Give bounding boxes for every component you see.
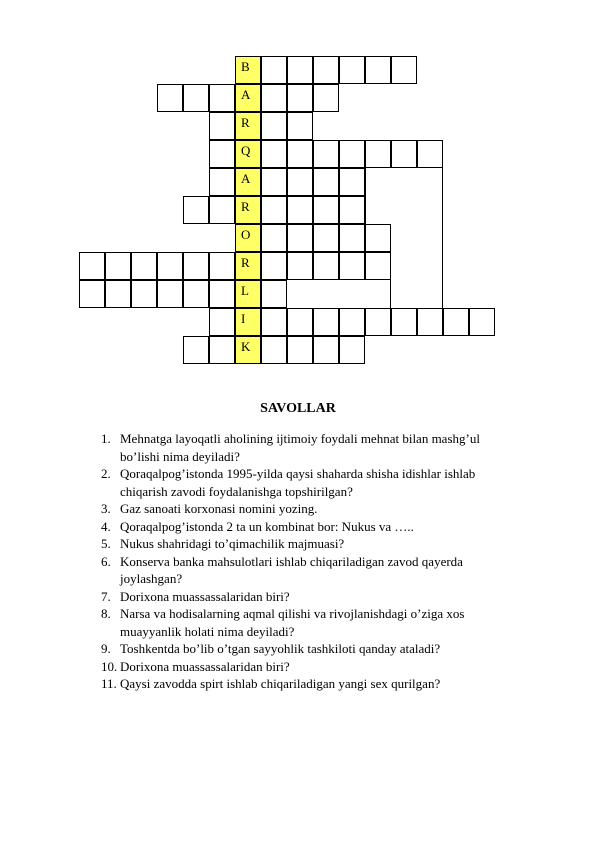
answer-cell <box>209 308 235 336</box>
question-text: Gaz sanoati korxonasi nomini yozing. <box>120 501 318 516</box>
answer-cell <box>131 280 157 308</box>
question-item <box>0 675 520 693</box>
answer-cell <box>261 168 287 196</box>
answer-cell <box>287 308 313 336</box>
question-number: 4. <box>101 518 111 534</box>
answer-cell <box>79 280 105 308</box>
grid-outline-line <box>390 224 391 308</box>
answer-cell <box>339 168 365 196</box>
question-item <box>0 518 520 536</box>
question-text: Mehnatga layoqatli aholining ijtimoiy foydali mehnat bilan mashg’ul <box>120 431 480 446</box>
answer-cell <box>287 84 313 112</box>
answer-cell <box>183 336 209 364</box>
question-text: Dorixona muassassalaridan biri? <box>120 658 290 674</box>
answer-cell <box>313 336 339 364</box>
grid-outline-line <box>365 168 366 224</box>
question-number: 9. <box>101 641 111 656</box>
answer-cell <box>339 252 365 280</box>
question-text: Nukus shahridagi to’qimachilik majmuasi? <box>120 536 345 551</box>
keyword-letter: A <box>241 87 251 102</box>
answer-cell <box>209 168 235 196</box>
answer-cell <box>391 308 417 336</box>
question-number: 11. <box>101 676 117 691</box>
question-item <box>0 640 520 658</box>
answer-cell <box>313 140 339 168</box>
answer-cell <box>287 56 313 84</box>
answer-cell <box>105 280 131 308</box>
question-number: 8. <box>101 606 111 621</box>
question-text-continued: bo’lishi nima deyiladi? <box>120 448 240 464</box>
questions-list <box>0 430 520 693</box>
answer-cell <box>313 252 339 280</box>
keyword-cell <box>235 112 261 140</box>
question-item <box>0 588 520 606</box>
keyword-letter: A <box>241 171 251 186</box>
answer-cell <box>261 224 287 252</box>
keyword-cell <box>235 140 261 168</box>
answer-cell <box>339 140 365 168</box>
answer-cell <box>261 280 287 308</box>
answer-cell <box>209 112 235 140</box>
answer-cell <box>443 308 469 336</box>
answer-cell <box>287 140 313 168</box>
answer-cell <box>365 56 391 84</box>
answer-cell <box>365 140 391 168</box>
question-text-continued: muayyanlik holati nima deyiladi? <box>120 623 295 639</box>
answer-cell <box>261 84 287 112</box>
answer-cell <box>339 56 365 84</box>
answer-cell <box>79 252 105 280</box>
answer-cell <box>365 252 391 280</box>
answer-cell <box>287 112 313 140</box>
answer-cell <box>157 84 183 112</box>
answer-cell <box>391 56 417 84</box>
answer-cell <box>313 84 339 112</box>
answer-cell <box>209 196 235 224</box>
answer-cell <box>209 280 235 308</box>
answer-cell <box>261 56 287 84</box>
question-text-continued: chiqarish zavodi foydalanishga topshirilgan? <box>120 483 353 499</box>
grid-outline-line <box>442 168 443 314</box>
answer-cell <box>261 308 287 336</box>
answer-cell <box>157 252 183 280</box>
question-item <box>0 658 520 676</box>
answer-cell <box>261 336 287 364</box>
answer-cell <box>313 308 339 336</box>
answer-cell <box>313 224 339 252</box>
question-number: 5. <box>101 536 111 551</box>
keyword-cell <box>235 336 261 364</box>
question-number: 10. <box>101 658 118 674</box>
question-number: 2. <box>101 466 111 481</box>
answer-cell <box>287 196 313 224</box>
keyword-letter: B <box>241 59 250 74</box>
answer-cell <box>131 252 157 280</box>
keyword-cell <box>235 280 261 308</box>
answer-cell <box>209 84 235 112</box>
answer-cell <box>287 168 313 196</box>
question-text: Qaysi zavodda spirt ishlab chiqariladigan yangi sex qurilgan? <box>120 676 441 691</box>
question-item <box>0 430 520 465</box>
keyword-letter: R <box>241 115 250 130</box>
question-text: Qoraqalpog’istonda 2 ta un kombinat bor: Nukus va ….. <box>120 518 414 534</box>
keyword-cell <box>235 224 261 252</box>
answer-cell <box>287 252 313 280</box>
answer-cell <box>183 84 209 112</box>
answer-cell <box>469 308 495 336</box>
question-item <box>0 465 520 500</box>
answer-cell <box>209 140 235 168</box>
keyword-cell <box>235 168 261 196</box>
question-number: 7. <box>101 588 111 604</box>
answer-cell <box>313 196 339 224</box>
keyword-letter: Q <box>241 143 251 158</box>
question-text: Dorixona muassassalaridan biri? <box>120 588 290 604</box>
answer-cell <box>391 140 417 168</box>
question-text: Qoraqalpog’istonda 1995-yilda qaysi shaharda shisha idishlar ishlab <box>120 466 476 481</box>
question-text: Narsa va hodisalarning aqmal qilishi va rivojlanishdagi o’ziga xos <box>120 606 465 621</box>
answer-cell <box>261 196 287 224</box>
question-item <box>0 605 520 640</box>
answer-cell <box>261 112 287 140</box>
keyword-letter: L <box>241 283 249 298</box>
answer-cell <box>209 252 235 280</box>
answer-cell <box>339 224 365 252</box>
answer-cell <box>287 224 313 252</box>
answer-cell <box>183 252 209 280</box>
keyword-letter: R <box>241 255 250 270</box>
crossword-grid <box>0 0 596 380</box>
answer-cell <box>417 308 443 336</box>
answer-cell <box>365 308 391 336</box>
page-title: SAVOLLAR <box>260 401 336 416</box>
question-number: 1. <box>101 431 111 446</box>
question-item <box>0 535 520 553</box>
keyword-letter: K <box>241 339 251 354</box>
keyword-letter: O <box>241 227 251 242</box>
question-text: Konserva banka mahsulotlari ishlab chiqariladigan zavod qayerda <box>120 553 463 569</box>
answer-cell <box>105 252 131 280</box>
answer-cell <box>313 56 339 84</box>
keyword-letter: I <box>241 311 246 326</box>
keyword-cell <box>235 56 261 84</box>
keyword-letter: R <box>241 199 250 214</box>
answer-cell <box>339 308 365 336</box>
keyword-cell <box>235 308 261 336</box>
answer-cell <box>365 224 391 252</box>
keyword-cell <box>235 84 261 112</box>
answer-cell <box>183 196 209 224</box>
answer-cell <box>287 336 313 364</box>
question-item <box>0 500 520 518</box>
answer-cell <box>209 336 235 364</box>
answer-cell <box>183 280 209 308</box>
answer-cell <box>339 196 365 224</box>
question-number: 6. <box>101 553 111 569</box>
answer-cell <box>261 252 287 280</box>
question-item <box>0 553 520 588</box>
answer-cell <box>261 140 287 168</box>
keyword-cell <box>235 252 261 280</box>
question-number: 3. <box>101 501 111 516</box>
keyword-cell <box>235 196 261 224</box>
question-text-continued: joylashgan? <box>120 571 183 586</box>
answer-cell <box>339 336 365 364</box>
answer-cell <box>313 168 339 196</box>
question-text: Toshkentda bo’lib o’tgan sayyohlik tashkiloti qanday ataladi? <box>120 641 441 656</box>
answer-cell <box>417 140 443 168</box>
answer-cell <box>157 280 183 308</box>
